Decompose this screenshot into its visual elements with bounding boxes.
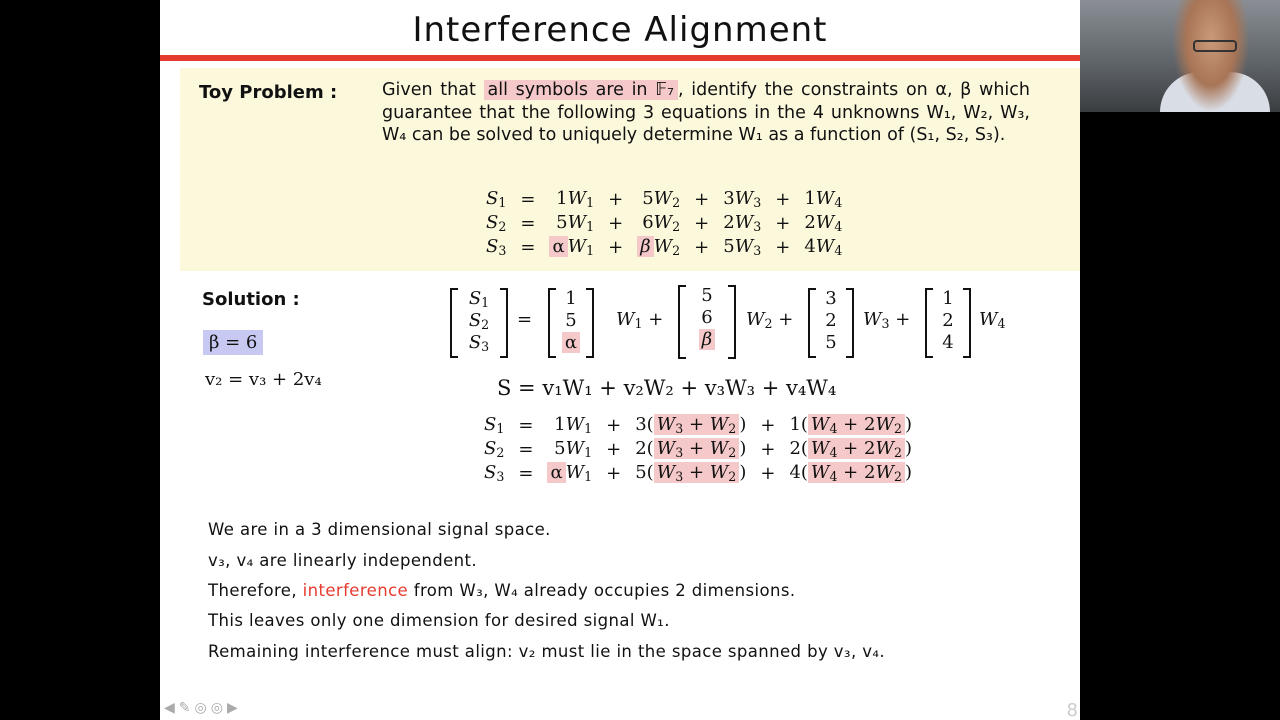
circle-icon[interactable]: ◎	[210, 700, 223, 716]
toy-text-start: Given that	[382, 80, 476, 100]
bottom-line-4: This leaves only one dimension for desired signal W₁.	[208, 611, 670, 630]
page-number: 8	[1066, 700, 1078, 720]
bottom-line-2: v₃, v₄ are linearly independent.	[208, 551, 478, 570]
presenter-glasses	[1193, 40, 1237, 52]
beta-constraint: β = 6	[203, 332, 263, 353]
solution-label: Solution :	[202, 289, 300, 310]
s-vector: $S_1$ $S_2$ $S_3$	[450, 288, 508, 354]
webcam-feed	[1080, 0, 1280, 112]
arrow-left-icon[interactable]: ◀	[164, 700, 175, 716]
bottom-line-1: We are in a 3 dimensional signal space.	[208, 520, 551, 539]
slide-title: Interference Alignment	[412, 10, 828, 50]
equations-table: $S_1$ = $1W_1$ + $5W_2$ + $3W_3$ + $1W_4$ $S_2$ = $5W_1$ + $6W_2$ + $2W_3$ + $2W_4$ $S_3$ = α $W_1$ + β $W_2$ + $5W_3$ + $4W_4$	[486, 187, 843, 259]
aligned-equations-table: $S_1$ = $1W_1$ + 3( $W_3 + W_2$ ) + 1( $W_4 + 2W_2$ ) $S_2$ = $5W_1$ + 2( $W_3 + W_2$ ) + 2( $W_4 + 2W_2$ ) $S_3$ = α $W_1$ + 5( $W_3 + W_2$ ) + 4( $W_4 + 2W_2$ )	[484, 413, 912, 485]
v1-vector: 1 5 α	[548, 288, 594, 354]
pen-icon[interactable]: ✎	[178, 700, 191, 716]
toy-problem-label: Toy Problem :	[199, 82, 338, 103]
v3-vector: 3 2 5	[808, 288, 854, 354]
v4-vector: 1 2 4	[925, 288, 971, 354]
bottom-line-5: Remaining interference must align: v₂ must lie in the space spanned by v₃, v₄.	[208, 642, 886, 661]
v2-relation: v₂ = v₃ + 2v₄	[205, 369, 322, 390]
presenter-head	[1172, 0, 1250, 112]
title-divider	[160, 55, 1080, 61]
v2-vector: 5 6 β	[678, 285, 736, 355]
beamer-nav	[164, 700, 238, 716]
vector-equation: S = v₁W₁ + v₂W₂ + v₃W₃ + v₄W₄	[497, 376, 837, 400]
slide: Interference Alignment Toy Problem : Given that all symbols are in 𝔽₇ , identify the constraints on α, β which guarantee that the following 3 equations in the 4 unknowns W₁, W₂, W₃, W₄ can be solved to uniquely determine W₁ as a function of (S₁, S₂, S₃). $S_1$ = $1W_1$ + $5W_2$ + $3W_3$ + $1W_4$ $S_2$ = $5W_1$ + $6W_2$ + $2W_3$ + $2W_4$ $S_3$ = α $W_1$ + β $W_2$ + $5W_3$ + $4W_4$ Solution : β = 6 v₂ = v₃ + 2v₄ $S_1$ $S_2$ $S_3$ = 1 5 α $W_1$ + 5 6 β $W_2$ + 3 2 5 $W_3$ + 1 2 4 $W_4$ S = v₁W₁ + v₂W₂ + v₃W₃ + v₄W₄ $S_1$ = $1W_1$ + 3( $W_3 + W_2$ ) + 1( $W_4 + 2W_2$ ) $S_2$ = $5W_1$ + 2( $W_3 + W_2$ ) + 2( $W_4 + 2W_2$ ) $S_3$ = α $W_1$ + 5( $W_3 + W_2$ ) + 4( $W_4 + 2W_2$ ) We are in a 3 dimensional signal space. v₃, v₄ are linearly independent. Therefore, interference from W₃, W₄ already occupies 2 dimensions. This leaves only one dimension for desired signal W₁. Remaining interference must align: v₂ must lie in the space spanned by v₃, v₄. ◀ ✎ ◎ ◎ ▶ 8	[160, 0, 1080, 720]
toy-text-rest: , identify the constraints on α, β which guarantee that the following 3 equations in the 4 unknowns W₁, W₂, W₃, W₄ can be solved to uniquely determine W₁ as a function of (S₁, S₂, S₃).	[382, 80, 1030, 145]
toy-problem-text	[382, 79, 1030, 147]
bottom-line-3: Therefore, interference from W₃, W₄ already occupies 2 dimensions.	[208, 581, 796, 600]
toy-highlight: all symbols are in 𝔽₇	[484, 80, 678, 100]
interference-word: interference	[302, 581, 409, 600]
arrow-right-icon[interactable]: ▶	[226, 700, 238, 716]
circle-icon[interactable]: ◎	[194, 700, 207, 716]
